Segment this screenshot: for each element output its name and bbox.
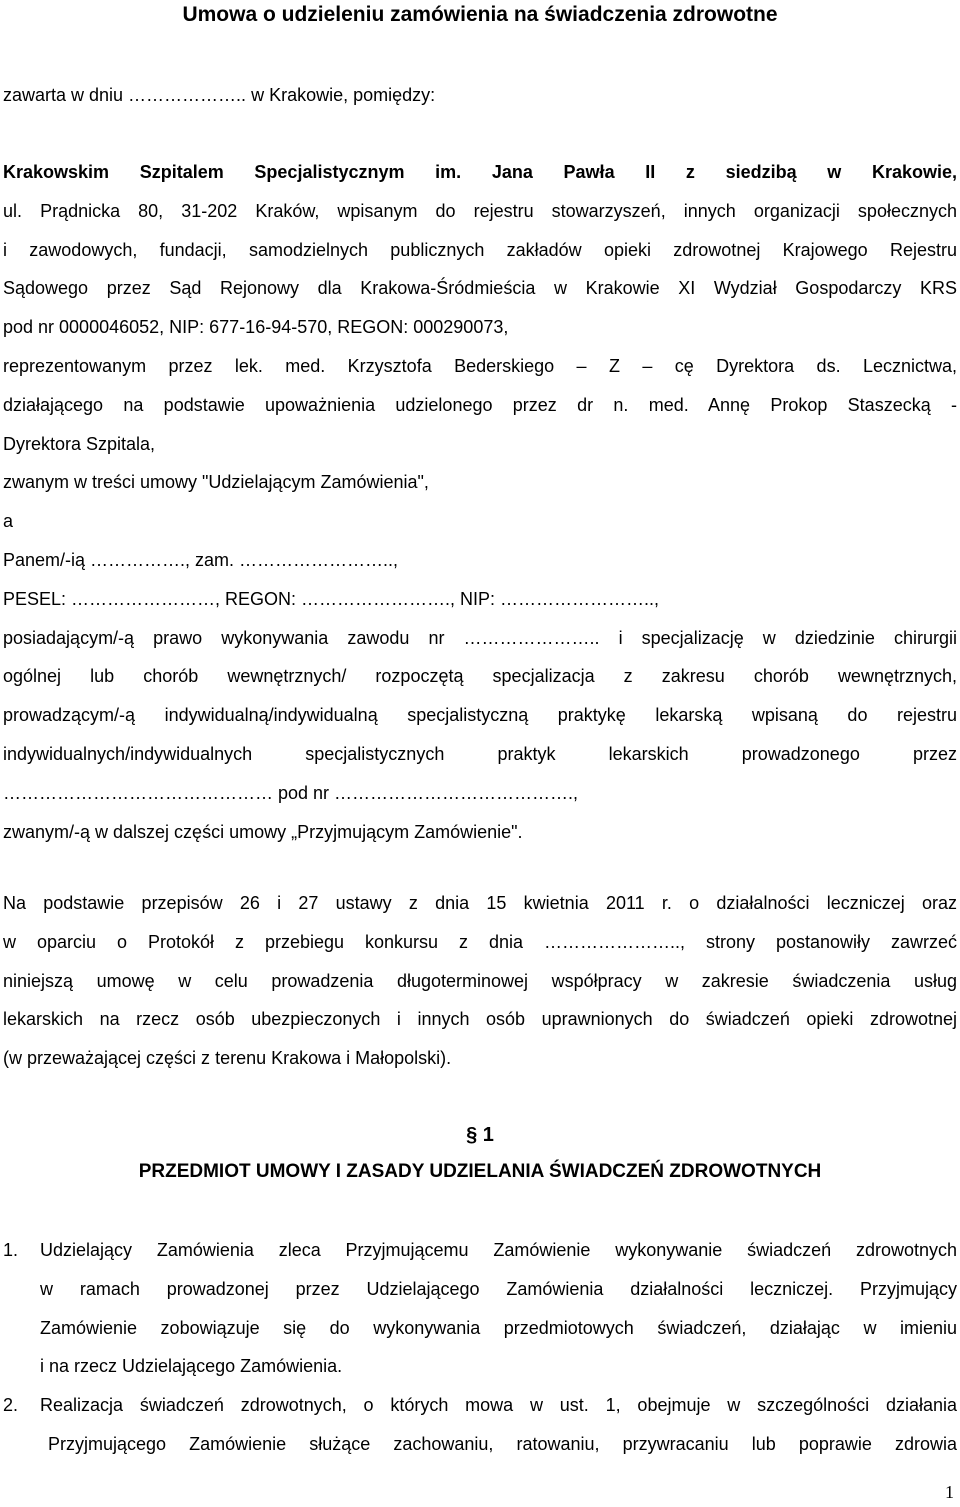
party-line: Dyrektora Szpitala, [3,433,156,454]
party-line: posiadającym/-ą prawo wykonywania zawodu nr ………………….. i specjalizację w dziedzinie chirurgii [3,627,957,648]
list-item [3,1386,957,1464]
list-item-number: 1. [3,1240,19,1260]
document-title: Umowa o udzieleniu zamówienia na świadczenia zdrowotne [182,3,778,26]
preamble-line: lekarskich na rzecz osób ubezpieczonych i innych osób uprawnionych do świadczeń opieki zdrowotnej [3,1009,957,1030]
preamble-line: w oparciu o Protokół z przebiegu konkursu z dnia ………………….., strony postanowiły zawrzeć [3,931,957,952]
party-line: zwanym w treści umowy "Udzielającym Zamówienia", [3,472,429,493]
party-line: ogólnej lub chorób wewnętrznych/ rozpoczętą specjalizacja z zakresu chorób wewnętrznych, [3,666,957,687]
list-item-line: w ramach prowadzonej przez Udzielającego Zamówienia działalności leczniczej. Przyjmujący [40,1278,957,1299]
section-number: § 1 [466,1124,494,1146]
list-item [3,1231,957,1386]
party-line: Sądowego przez Sąd Rejonowy dla Krakowa-Śródmieścia w Krakowie XI Wydział Gospodarczy KRS [3,278,957,299]
section-title: PRZEDMIOT UMOWY I ZASADY UDZIELANIA ŚWIADCZEŃ ZDROWOTNYCH [138,1161,822,1182]
list-item-line: Realizacja świadczeń zdrowotnych, o których mowa w ust. 1, obejmuje w szczególności działania [40,1395,957,1415]
party-line: prowadzącym/-ą indywidualną/indywidualną specjalistyczną praktykę lekarską wpisaną do rejestru [3,705,957,726]
party-line: a [3,511,14,532]
party-line: ……………………………………… pod nr …………………………………., [3,782,579,803]
preamble [3,884,957,1078]
list-item-number: 2. [3,1395,19,1415]
intro-text: zawarta w dniu ……………….. w Krakowie, pomiędzy: [3,85,436,105]
party-line: i zawodowych, fundacji, samodzielnych publicznych zakładów opieki zdrowotnej Krajowego Rejestru [3,239,957,260]
party-line: indywidualnych/indywidualnych specjalistycznych praktyk lekarskich prowadzonego przez [3,743,957,764]
list-item-line: Zamówienie zobowiązuje się do wykonywania przedmiotowych świadczeń, działając w imieniu [40,1317,957,1338]
party-line: pod nr 0000046052, NIP: 677-16-94-570, REGON: 000290073, [3,317,509,338]
party-line: ul. Prądnicka 80, 31-202 Kraków, wpisanym do rejestru stowarzyszeń, innych organizacji społecznych [3,200,957,221]
party-line: działającego na podstawie upoważnienia udzielonego przez dr n. med. Annę Prokop Staszecką - [3,394,957,415]
party-line: Krakowskim Szpitalem Specjalistycznym im. Jana Pawła II z siedzibą w Krakowie, [3,162,957,182]
preamble-line: niniejszą umowę w celu prowadzenia długoterminowej współpracy w zakresie świadczenia usług [3,970,957,991]
party-clause [3,153,957,851]
party-line: PESEL: ……………………, REGON: ……………………., NIP: …………………….., [3,588,660,609]
party-line: reprezentowanym przez lek. med. Krzysztofa Bederskiego – Z – cę Dyrektora ds. Lecznictwa, [3,355,957,376]
preamble-line: Na podstawie przepisów 26 i 27 ustawy z dnia 15 kwietnia 2011 r. o działalności leczniczej oraz [3,893,957,913]
list-item-line: Przyjmującego Zamówienie służące zachowaniu, ratowaniu, przywracaniu lub poprawie zdrowia [48,1433,957,1454]
party-line: zwanym/-ą w dalszej części umowy „Przyjmującym Zamówienie". [3,821,523,842]
preamble-line: (w przeważającej części z terenu Krakowa i Małopolski). [3,1048,452,1069]
page-number: 1 [945,1482,954,1502]
list-item-line: i na rzecz Udzielającego Zamówienia. [40,1356,343,1377]
party-line: Panem/-ią ……………., zam. …………………….., [3,549,399,570]
intro-line [3,76,957,115]
list-item-line: Udzielający Zamówienia zleca Przyjmującemu Zamówienie wykonywanie świadczeń zdrowotnych [40,1240,957,1260]
